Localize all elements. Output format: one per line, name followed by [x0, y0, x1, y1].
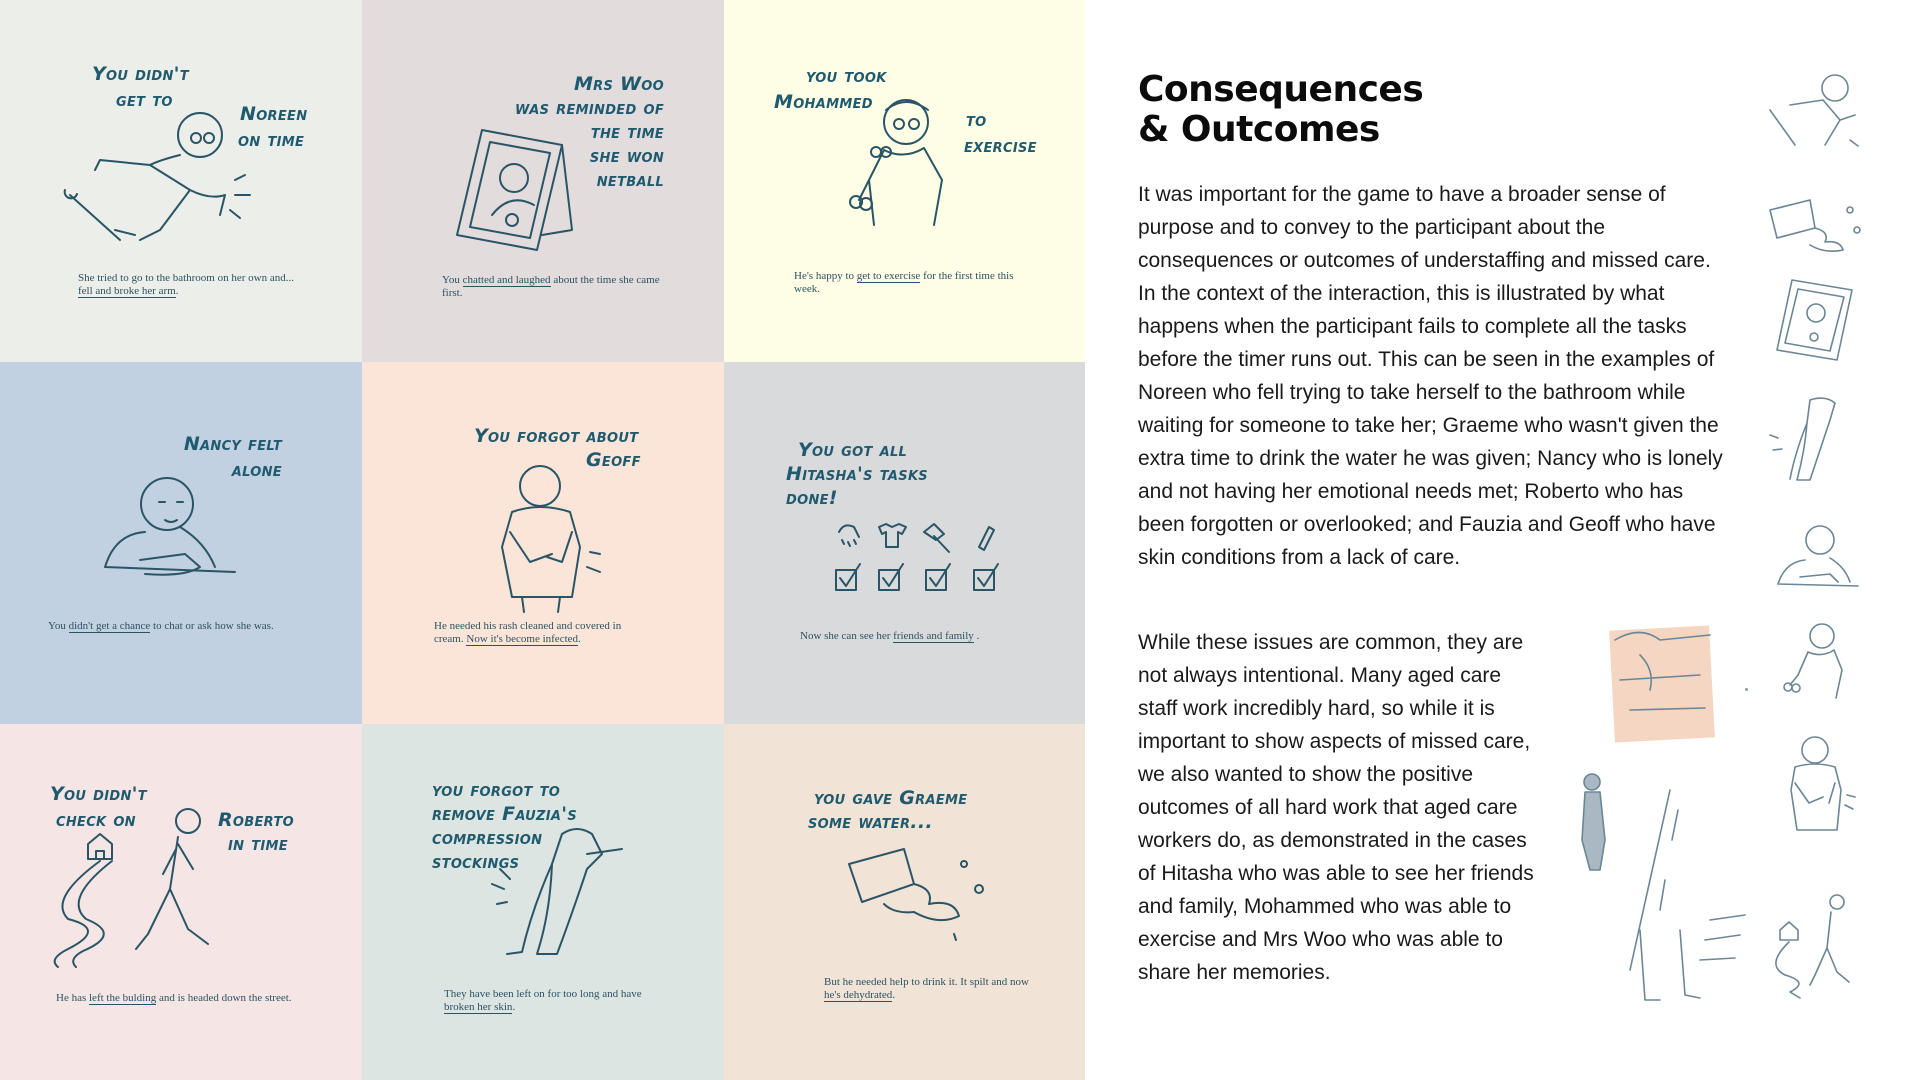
card-heading-line: check on	[56, 809, 136, 831]
card-heading-line: netball	[596, 169, 664, 191]
thumb-roberto	[1765, 890, 1865, 1000]
section-header	[1138, 70, 1728, 150]
thumb-noreen	[1765, 70, 1865, 160]
card-heading-line: you gave Graeme	[814, 787, 968, 809]
thumb-graeme	[1765, 190, 1865, 270]
card-heading-line: You got all	[798, 439, 908, 461]
card-mohammed	[724, 0, 1085, 362]
thumb-nancy	[1770, 522, 1860, 592]
card-heading-line: on time	[238, 129, 305, 151]
falling-woman-illustration	[60, 100, 260, 260]
card-heading-line: was reminded of	[515, 97, 664, 119]
card-caption: Now she can see her friends and family .	[800, 630, 980, 642]
card-heading-line: remove Fauzia's	[432, 803, 577, 825]
card-heading-line: in time	[228, 833, 288, 855]
card-nancy	[0, 362, 362, 724]
card-heading-line: You didn't	[92, 63, 189, 85]
card-graeme	[724, 724, 1085, 1080]
street-scene-sketch	[1570, 770, 1750, 1010]
card-heading-line: Roberto	[218, 809, 294, 831]
card-hitasha	[724, 362, 1085, 724]
thumb-fauzia	[1765, 395, 1855, 485]
photo-frame-illustration	[442, 120, 572, 260]
card-caption: But he needed help to drink it. It spilt and now he's dehydrated.	[824, 976, 1029, 1001]
card-roberto	[0, 724, 362, 1080]
lonely-woman-illustration	[85, 472, 235, 582]
card-heading-line: the time	[590, 121, 664, 143]
card-heading-line: she won	[589, 145, 664, 167]
man-with-dumbbell-illustration	[834, 90, 964, 230]
card-heading-line: You didn't	[50, 783, 147, 805]
body-paragraph-1: It was important for the game to have a broader sense of purpose and to convey to the participant about the consequences or outcomes of understaffing and missed care. In the context of the interaction, this is illustrated by what happens when the participant fails to complete all the tasks before the timer runs out. This can be seen in the examples of Noreen who fell trying to take herself to the bathroom while waiting for someone to take her; Graeme who wasn't given the extra time to drink the water he was given; Nancy who is lonely and not having her emotional needs met; Roberto who has been forgotten or overlooked; and Fauzia and Geoff who have skin conditions from a lack of care.	[1138, 183, 1723, 569]
thumb-mrs-woo	[1772, 275, 1862, 365]
bathroom-sketch	[1600, 620, 1720, 750]
card-caption: He needed his rash cleaned and covered in cream. Now it's become infected.	[434, 620, 622, 645]
section-title-line1: Consequences	[1138, 69, 1424, 110]
man-scratching-back-illustration	[472, 462, 612, 612]
card-caption: She tried to go to the bathroom on her own and... fell and broke her arm.	[78, 272, 294, 297]
thumb-dot	[1745, 688, 1748, 691]
card-noreen	[0, 0, 362, 362]
card-heading-line: Hitasha's tasks	[786, 463, 928, 485]
card-caption: They have been left on for too long and have broken her skin.	[444, 988, 642, 1013]
thumb-geoff	[1775, 735, 1860, 845]
card-heading-line: some water...	[808, 811, 933, 833]
card-heading-line: Geoff	[586, 449, 641, 471]
card-heading-line: Noreen	[240, 103, 308, 125]
card-heading-line: get to	[116, 89, 173, 111]
card-heading-line: alone	[231, 459, 282, 481]
card-heading-line: Nancy felt	[183, 433, 282, 455]
card-caption: You didn't get a chance to chat or ask how she was.	[48, 620, 274, 632]
section-title-line2: & Outcomes	[1138, 109, 1380, 150]
man-walking-away-illustration	[28, 799, 228, 969]
card-caption: He's happy to get to exercise for the first time this week.	[794, 270, 1014, 295]
card-heading-line: Mrs Woo	[573, 73, 664, 95]
card-heading-line: compression	[432, 827, 543, 849]
card-heading-line: Mohammed	[774, 91, 873, 113]
legs-with-stockings-illustration	[492, 824, 622, 964]
card-heading-line: stockings	[432, 851, 520, 873]
body-paragraph-2: While these issues are common, they are not always intentional. Many aged care staff work incredibly hard, so while it is important to show aspects of missed care, we also wanted to show the positive outcomes of all hard work that aged care workers do, as demonstrated in the cases of Hitasha who was able to see her friends and family, Mohammed who was able to exercise and Mrs Woo who was able to share her memories.	[1138, 631, 1534, 984]
card-caption: You chatted and laughed about the time she came first.	[442, 274, 660, 299]
card-fauzia	[362, 724, 724, 1080]
card-heading-line: to	[966, 109, 987, 131]
thumb-mohammed	[1770, 620, 1860, 700]
checklist-icons-illustration	[834, 522, 1014, 602]
card-caption: He has left the bulding and is headed down the street.	[56, 992, 292, 1004]
spilled-cup-illustration	[844, 844, 994, 944]
card-heading-line: done!	[786, 487, 838, 509]
card-heading-line: you took	[806, 65, 887, 87]
card-heading-line: You forgot about	[474, 425, 639, 447]
card-mrs-woo	[362, 0, 724, 362]
card-geoff	[362, 362, 724, 724]
card-heading-line: exercise	[964, 135, 1037, 157]
card-heading-line: you forgot to	[432, 779, 561, 801]
